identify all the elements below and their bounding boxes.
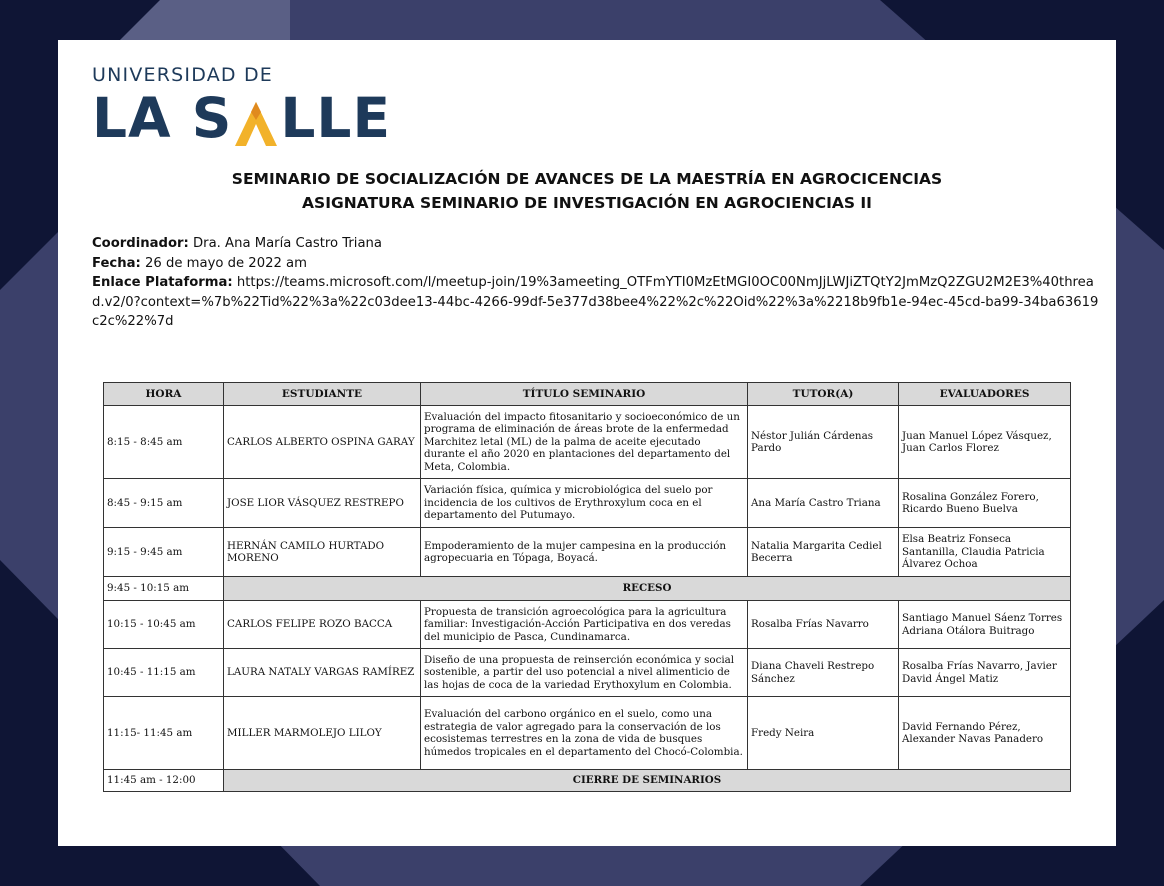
logo-text-part1: LA S <box>92 86 233 150</box>
break-row <box>104 577 1071 601</box>
meta-info <box>92 234 1102 332</box>
coordinator-label: Coordinador: <box>92 236 189 251</box>
tutor-cell: Ana María Castro Triana <box>748 479 899 528</box>
evaluators-cell: Elsa Beatriz Fonseca Santanilla, Claudia Patricia Álvarez Ochoa <box>899 528 1071 577</box>
evaluators-cell: Juan Manuel López Vásquez, Juan Carlos Florez <box>899 406 1071 479</box>
schedule-table <box>103 382 1071 792</box>
table-row <box>104 528 1071 577</box>
logo-text-part2: LLE <box>280 86 392 150</box>
document-title-line1: SEMINARIO DE SOCIALIZACIÓN DE AVANCES DE LA MAESTRÍA EN AGROCICENCIAS <box>231 170 943 188</box>
title-cell: Evaluación del carbono orgánico en el suelo, como una estrategia de valor agregado para la conservación de los ecosistemas terrestres en la zona de vida de busques húmedos tropicales en el departamento del Chocó-Colombia. <box>421 697 748 770</box>
tutor-cell: Diana Chaveli Restrepo Sánchez <box>748 649 899 697</box>
time-cell: 9:45 - 10:15 am <box>104 577 224 601</box>
platform-row <box>92 273 1102 332</box>
platform-link[interactable]: https://teams.microsoft.com/l/meetup-join/19%3ameeting_OTFmYTI0MzEtMGI0OC00NmJjLWJiZTQtY2JmMzQ2ZGU2M2E3%40thread.v2/0?context=%7b%22Tid%22%3a%22c03dee13-44bc-4266-99df-5e377d38bee4%22%2c%22Oid%22%3a%2218b9fb1e-94ec-45cd-ba99-34ba63619c2c%22%7d <box>92 275 1099 329</box>
table-row <box>104 697 1071 770</box>
student-cell: HERNÁN CAMILO HURTADO MORENO <box>224 528 421 577</box>
header-evaluadores: EVALUADORES <box>899 383 1071 406</box>
evaluators-cell: Rosalba Frías Navarro, Javier David Ángel Matiz <box>899 649 1071 697</box>
coordinator-row <box>92 234 1102 254</box>
evaluators-cell: Santiago Manuel Sáenz Torres Adriana Otálora Buitrago <box>899 601 1071 649</box>
header-titulo: TÍTULO SEMINARIO <box>421 383 748 406</box>
table-header-row <box>104 383 1071 406</box>
time-cell: 8:15 - 8:45 am <box>104 406 224 479</box>
tutor-cell: Natalia Margarita Cediel Becerra <box>748 528 899 577</box>
student-cell: MILLER MARMOLEJO LILOY <box>224 697 421 770</box>
title-cell: Variación física, química y microbiológica del suelo por incidencia de los cultivos de Erythroxylum coca en el departamento del Putumayo. <box>421 479 748 528</box>
tutor-cell: Rosalba Frías Navarro <box>748 601 899 649</box>
evaluators-cell: Rosalina González Forero, Ricardo Bueno Buelva <box>899 479 1071 528</box>
header-estudiante: ESTUDIANTE <box>224 383 421 406</box>
student-cell: CARLOS FELIPE ROZO BACCA <box>224 601 421 649</box>
header-tutor: TUTOR(A) <box>748 383 899 406</box>
table-row <box>104 601 1071 649</box>
header-hora: HORA <box>104 383 224 406</box>
coordinator-value: Dra. Ana María Castro Triana <box>188 236 382 251</box>
title-cell: Evaluación del impacto fitosanitario y socioeconómico de un programa de eliminación de áreas brote de la enfermedad Marchitez letal (ML) de la palma de aceite ejecutado durante el año 2020 en plantaciones del departamento del Meta, Colombia. <box>421 406 748 479</box>
logo-main-line <box>92 88 391 148</box>
title-cell: Propuesta de transición agroecológica para la agricultura familiar: Investigación-Acción Participativa en dos veredas del municipio de Pasca, Cundinamarca. <box>421 601 748 649</box>
time-cell: 11:45 am - 12:00 <box>104 770 224 792</box>
logo-top-line: UNIVERSIDAD DE <box>92 64 273 86</box>
document-title-line2: ASIGNATURA SEMINARIO DE INVESTIGACIÓN EN AGROCIENCIAS II <box>302 194 872 212</box>
platform-label: Enlace Plataforma: <box>92 275 233 290</box>
time-cell: 11:15- 11:45 am <box>104 697 224 770</box>
closing-label: CIERRE DE SEMINARIOS <box>224 770 1071 792</box>
tutor-cell: Néstor Julián Cárdenas Pardo <box>748 406 899 479</box>
table-row <box>104 406 1071 479</box>
logo-a-mark-icon <box>233 98 279 148</box>
break-row <box>104 770 1071 792</box>
student-cell: JOSE LIOR VÁSQUEZ RESTREPO <box>224 479 421 528</box>
date-label: Fecha: <box>92 255 141 271</box>
table-row <box>104 479 1071 528</box>
title-cell: Diseño de una propuesta de reinserción económica y social sostenible, a partir del uso potencial a nivel alimenticio de las hojas de coca de la variedad Erythoxylum en Colombia. <box>421 649 748 697</box>
date-value: 26 de mayo de 2022 am <box>140 255 307 271</box>
time-cell: 10:45 - 11:15 am <box>104 649 224 697</box>
student-cell: CARLOS ALBERTO OSPINA GARAY <box>224 406 421 479</box>
tutor-cell: Fredy Neira <box>748 697 899 770</box>
time-cell: 9:15 - 9:45 am <box>104 528 224 577</box>
table-row <box>104 649 1071 697</box>
title-cell: Empoderamiento de la mujer campesina en la producción agropecuaria en Tópaga, Boyacá. <box>421 528 748 577</box>
student-cell: LAURA NATALY VARGAS RAMÍREZ <box>224 649 421 697</box>
time-cell: 10:15 - 10:45 am <box>104 601 224 649</box>
break-label: RECESO <box>224 577 1071 601</box>
date-row <box>92 254 1102 274</box>
evaluators-cell: David Fernando Pérez, Alexander Navas Panadero <box>899 697 1071 770</box>
university-logo <box>92 64 391 148</box>
time-cell: 8:45 - 9:15 am <box>104 479 224 528</box>
